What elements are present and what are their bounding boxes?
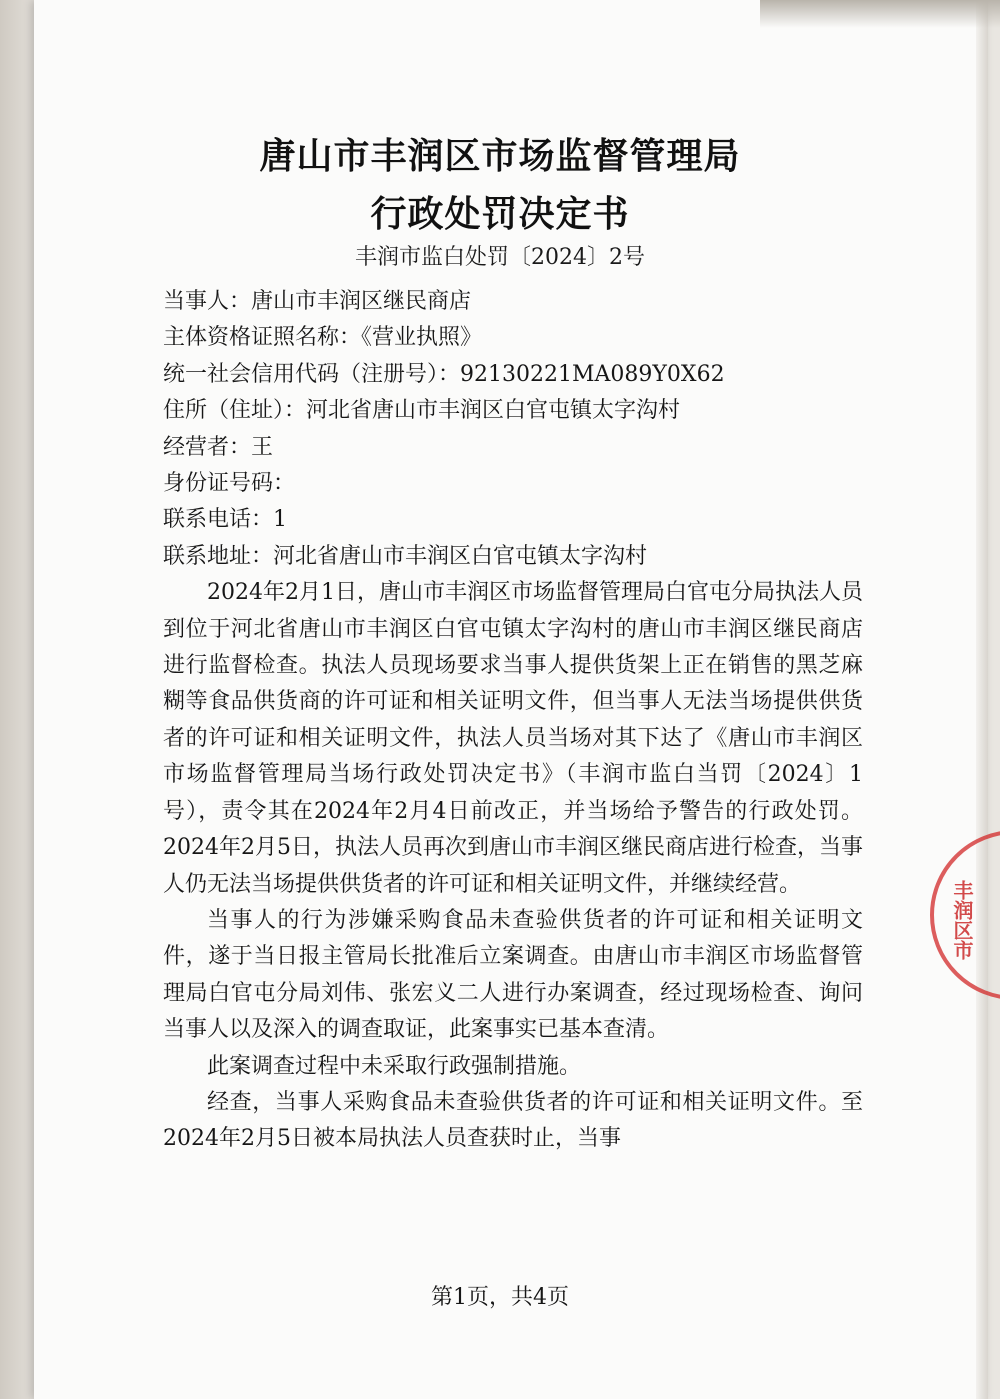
official-seal-text: 丰润区市 (950, 880, 974, 960)
document-title-type: 行政处罚决定书 (370, 193, 630, 235)
paragraph-findings: 经查，当事人采购食品未查验供货者的许可证和相关证明文件。至2024年2月5日被本局执法人员查获时止，当事 (163, 1089, 863, 1152)
party-name: 当事人：唐山市丰润区继民商店 (163, 289, 472, 314)
document-title-agency: 唐山市丰润区市场监督管理局 (259, 135, 741, 177)
operator: 经营者：王 (163, 434, 274, 460)
paragraph-no-coercive-measures: 此案调查过程中未采取行政强制措施。 (207, 1053, 582, 1079)
top-shadow (760, 0, 1000, 28)
document-number: 丰润市监白处罚〔2024〕2号 (355, 245, 645, 270)
paragraph-inspection: 2024年2月1日，唐山市丰润区市场监督管理局白官屯分局执法人员到位于河北省唐山市丰润区白官屯镇太字沟村的唐山市丰润区继民商店进行监督检查。执法人员现场要求当事人提供货架上正在销售的黑芝麻糊等食品供货商的许可证和相关证明文件，但当事人无法当场提供供货者的许可证和相关证明文件，执法人员当场对其下达了《唐山市丰润区市场监督管理局当场行政处罚决定书》（丰润市监白当罚〔2024〕1号），责令其在2024年2月4日前改正，并当场给予警告的行政处罚。2024年2月5日，执法人员再次到唐山市丰润区继民商店进行检查，当事人仍无法当场提供供货者的许可证和相关证明文件，并继续经营。 (163, 580, 863, 897)
paragraph-case-filing: 当事人的行为涉嫌采购食品未查验供货者的许可证和相关证明文件，遂于当日报主管局长批准后立案调查。由唐山市丰润区市场监督管理局白官屯分局刘伟、张宏义二人进行办案调查，经过现场检查、询问当事人以及深入的调查取证，此案事实已基本查清。 (163, 907, 863, 1043)
contact-address: 联系地址：河北省唐山市丰润区白官屯镇太字沟村 (163, 543, 648, 569)
document-body (163, 284, 863, 1158)
credit-code: 统一社会信用代码（注册号）：92130221MA089Y0X62 (163, 361, 725, 387)
phone: 联系电话：1 (163, 507, 287, 533)
page-number: 第1页，共4页 (431, 1285, 569, 1310)
address: 住所（住址）：河北省唐山市丰润区白官屯镇太字沟村 (163, 398, 681, 424)
license-name: 主体资格证照名称：《营业执照》 (163, 325, 483, 351)
id-number: 身份证号码： (163, 471, 296, 497)
